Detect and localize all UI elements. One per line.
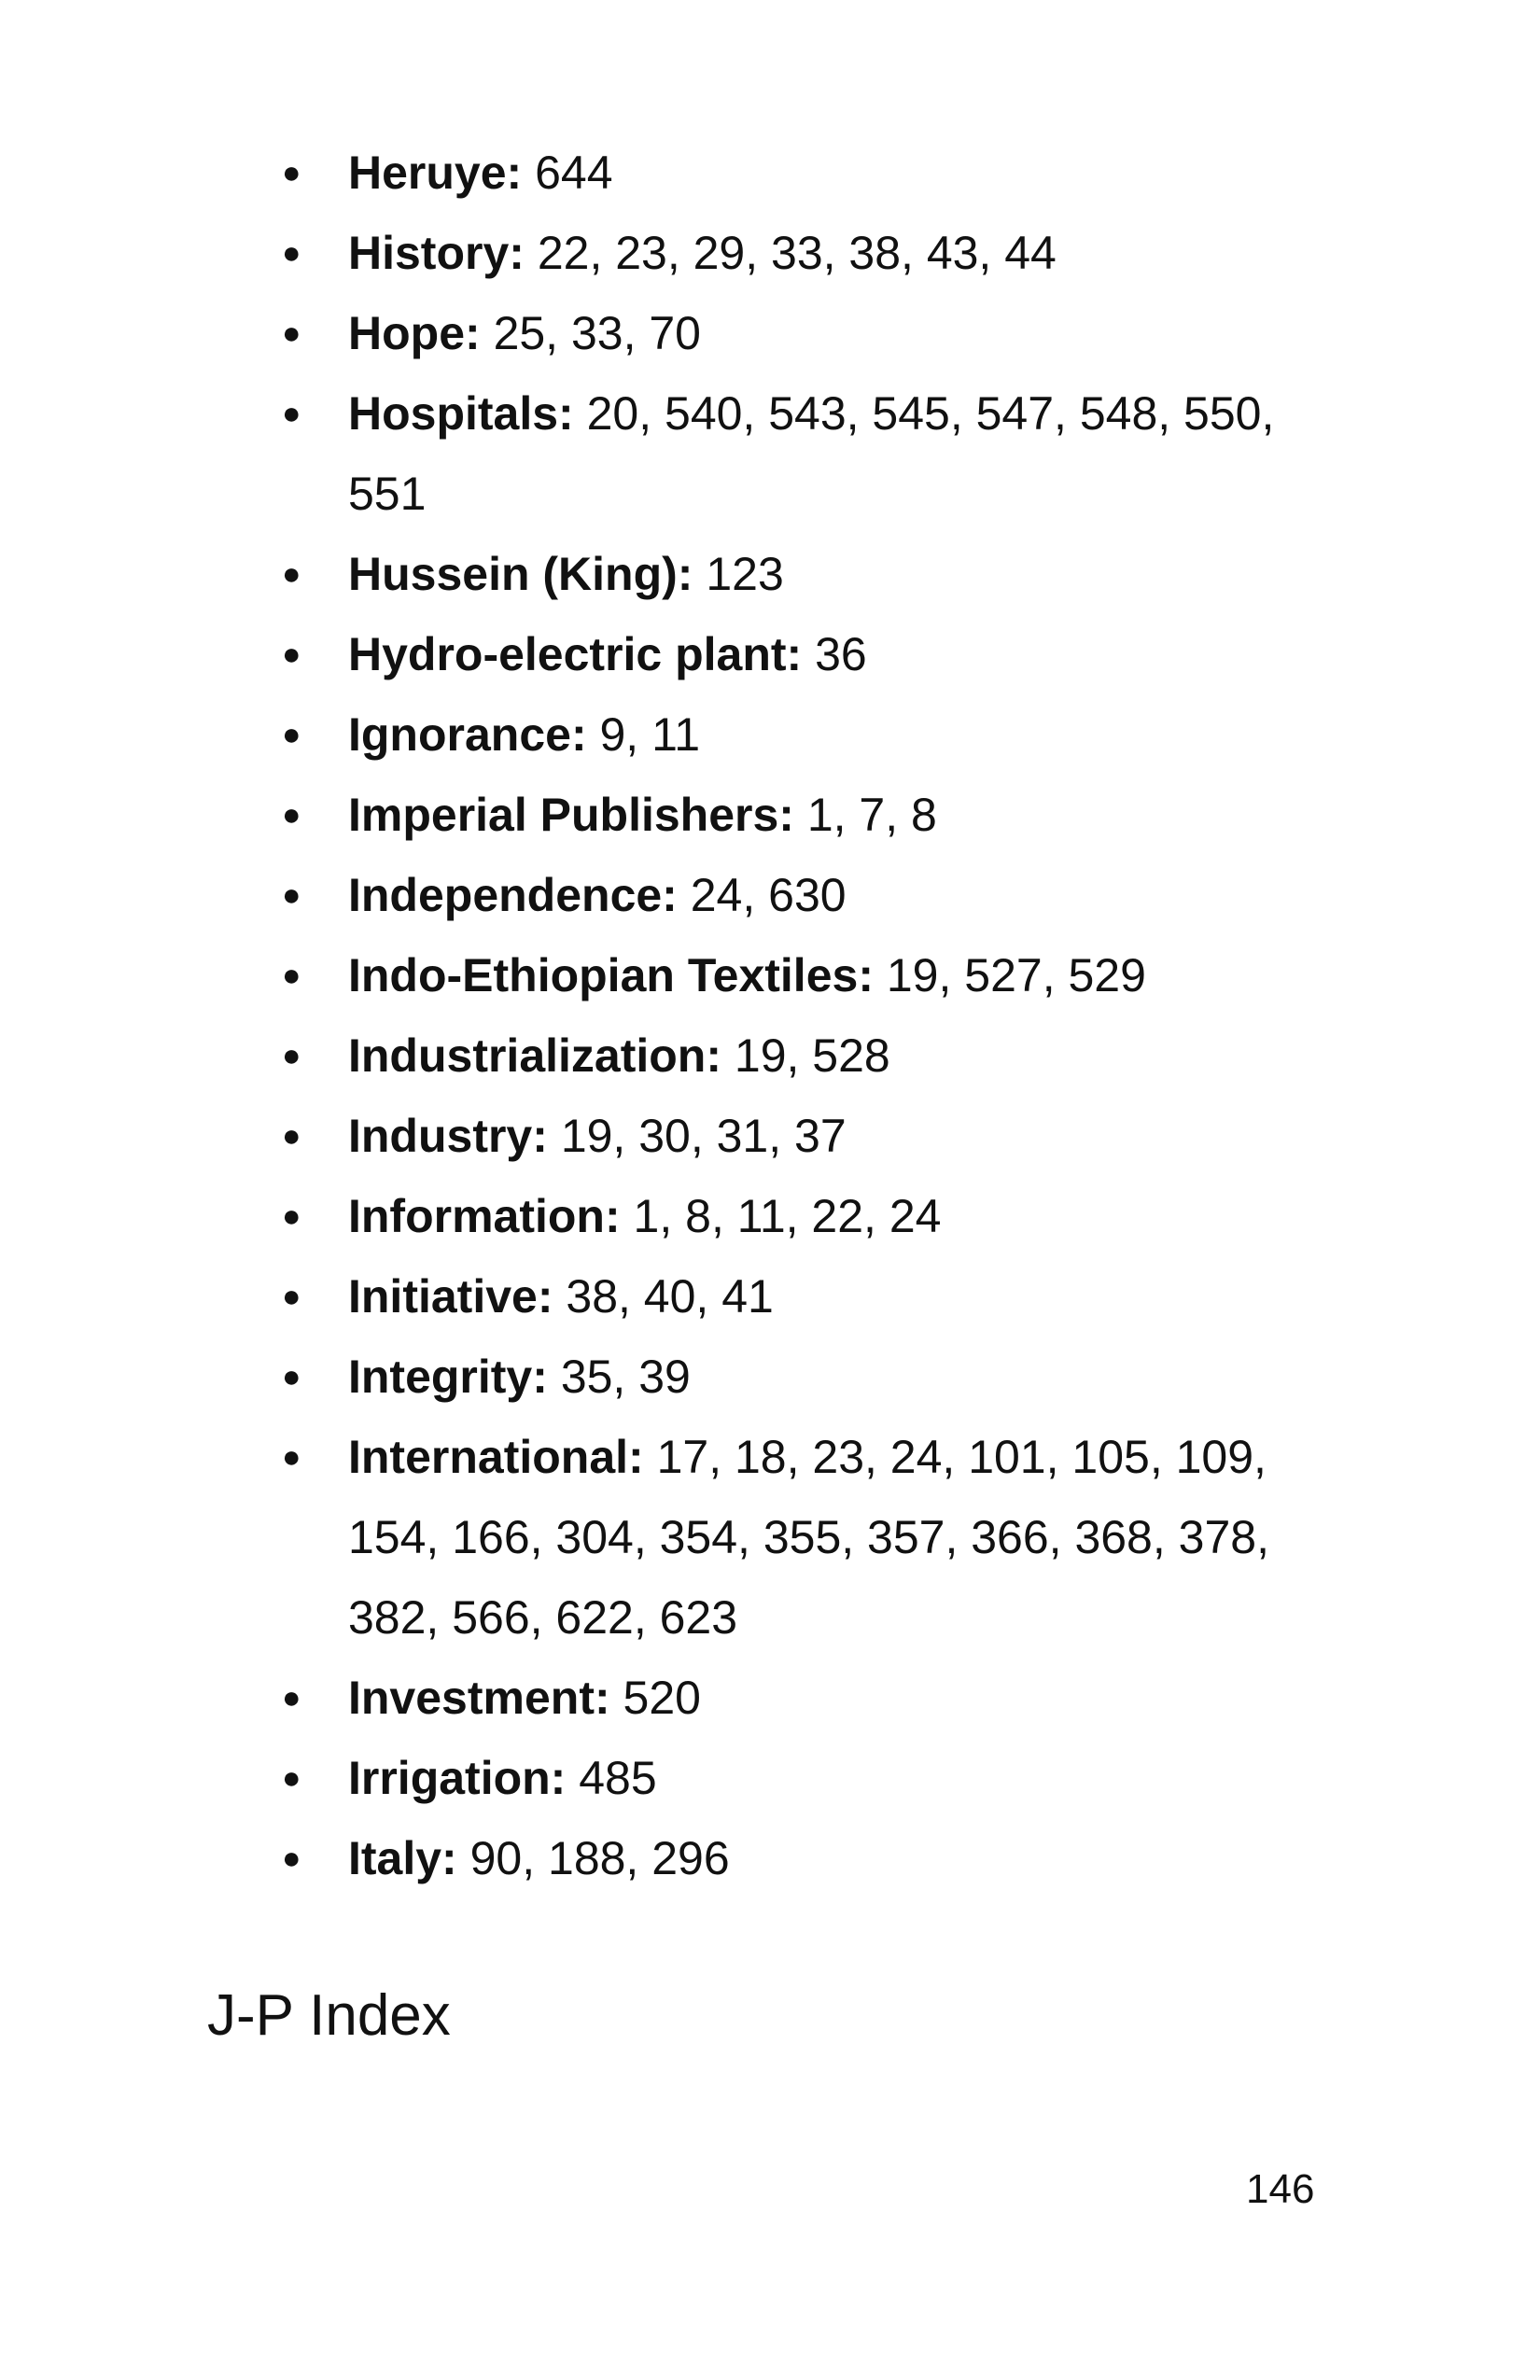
index-entry bbox=[0, 1176, 1277, 1256]
index-term: Integrity: bbox=[348, 1351, 548, 1403]
index-list bbox=[0, 133, 1540, 1898]
bullet-icon: ● bbox=[282, 1118, 301, 1154]
index-term: Industrialization: bbox=[348, 1029, 721, 1082]
index-pages: 19, 527, 529 bbox=[886, 949, 1146, 1001]
index-term: Hope: bbox=[348, 307, 481, 359]
index-pages: 20, 540, 543, 545, 547, 548, 550, 551 bbox=[348, 387, 1275, 520]
index-entry bbox=[0, 1256, 1277, 1337]
index-term: Investment: bbox=[348, 1672, 610, 1724]
bullet-icon: ● bbox=[282, 1198, 301, 1234]
index-pages: 485 bbox=[579, 1752, 657, 1804]
index-entry bbox=[0, 1096, 1277, 1176]
index-pages: 36 bbox=[815, 628, 867, 680]
bullet-icon: ● bbox=[282, 235, 301, 271]
index-pages: 520 bbox=[623, 1672, 701, 1724]
index-term: Ignorance: bbox=[348, 708, 587, 761]
section-heading: J-P Index bbox=[207, 1983, 451, 2048]
page-number: 146 bbox=[1246, 2166, 1315, 2212]
index-term: Hospitals: bbox=[348, 387, 574, 440]
index-term: Indo-Ethiopian Textiles: bbox=[348, 949, 874, 1001]
index-pages: 35, 39 bbox=[560, 1351, 691, 1403]
bullet-icon: ● bbox=[282, 717, 301, 752]
index-entry bbox=[0, 1337, 1277, 1417]
index-term: Heruye: bbox=[348, 147, 523, 199]
index-entry bbox=[0, 614, 1277, 694]
index-pages: 1, 7, 8 bbox=[806, 789, 937, 841]
index-pages: 90, 188, 296 bbox=[469, 1832, 730, 1884]
index-term: Hussein (King): bbox=[348, 548, 693, 600]
index-term: History: bbox=[348, 227, 525, 279]
index-entry bbox=[0, 855, 1277, 935]
index-entry bbox=[0, 694, 1277, 775]
index-entry bbox=[0, 1417, 1277, 1658]
index-entry bbox=[0, 293, 1277, 373]
bullet-icon: ● bbox=[282, 155, 301, 190]
index-term: Imperial Publishers: bbox=[348, 789, 794, 841]
index-term: Information: bbox=[348, 1190, 621, 1242]
bullet-icon: ● bbox=[282, 315, 301, 351]
index-entry bbox=[0, 1818, 1277, 1898]
bullet-icon: ● bbox=[282, 556, 301, 592]
index-pages: 644 bbox=[535, 147, 613, 199]
bullet-icon: ● bbox=[282, 877, 301, 913]
index-pages: 38, 40, 41 bbox=[566, 1270, 774, 1323]
bullet-icon: ● bbox=[282, 1760, 301, 1796]
index-term: International: bbox=[348, 1431, 644, 1483]
bullet-icon: ● bbox=[282, 1359, 301, 1394]
index-pages: 17, 18, 23, 24, 101, 105, 109, 154, 166, 304, 354, 355, 357, 366, 368, 378, 382, 566, 622, 623 bbox=[348, 1431, 1269, 1644]
bullet-icon: ● bbox=[282, 1279, 301, 1314]
index-term: Industry: bbox=[348, 1110, 548, 1162]
index-entry bbox=[0, 1658, 1277, 1738]
index-pages: 123 bbox=[706, 548, 784, 600]
index-entry bbox=[0, 1015, 1277, 1096]
index-term: Independence: bbox=[348, 869, 678, 921]
index-pages: 22, 23, 29, 33, 38, 43, 44 bbox=[537, 227, 1057, 279]
index-pages: 24, 630 bbox=[690, 869, 847, 921]
index-term: Hydro-electric plant: bbox=[348, 628, 803, 680]
index-entry bbox=[0, 133, 1277, 213]
index-pages: 19, 30, 31, 37 bbox=[560, 1110, 847, 1162]
bullet-icon: ● bbox=[282, 1439, 301, 1475]
index-entry bbox=[0, 213, 1277, 293]
bullet-icon: ● bbox=[282, 797, 301, 833]
index-entry bbox=[0, 775, 1277, 855]
bullet-icon: ● bbox=[282, 1841, 301, 1876]
index-pages: 19, 528 bbox=[734, 1029, 890, 1082]
index-entry bbox=[0, 1738, 1277, 1818]
bullet-icon: ● bbox=[282, 637, 301, 672]
index-pages: 25, 33, 70 bbox=[493, 307, 701, 359]
index-pages: 9, 11 bbox=[599, 708, 700, 761]
index-pages: 1, 8, 11, 22, 24 bbox=[633, 1190, 942, 1242]
bullet-icon: ● bbox=[282, 958, 301, 993]
bullet-icon: ● bbox=[282, 1680, 301, 1715]
index-term: Irrigation: bbox=[348, 1752, 567, 1804]
index-entry bbox=[0, 935, 1277, 1015]
index-term: Initiative: bbox=[348, 1270, 553, 1323]
index-term: Italy: bbox=[348, 1832, 457, 1884]
bullet-icon: ● bbox=[282, 396, 301, 431]
index-entry bbox=[0, 373, 1277, 534]
bullet-icon: ● bbox=[282, 1038, 301, 1073]
index-entry bbox=[0, 534, 1277, 614]
